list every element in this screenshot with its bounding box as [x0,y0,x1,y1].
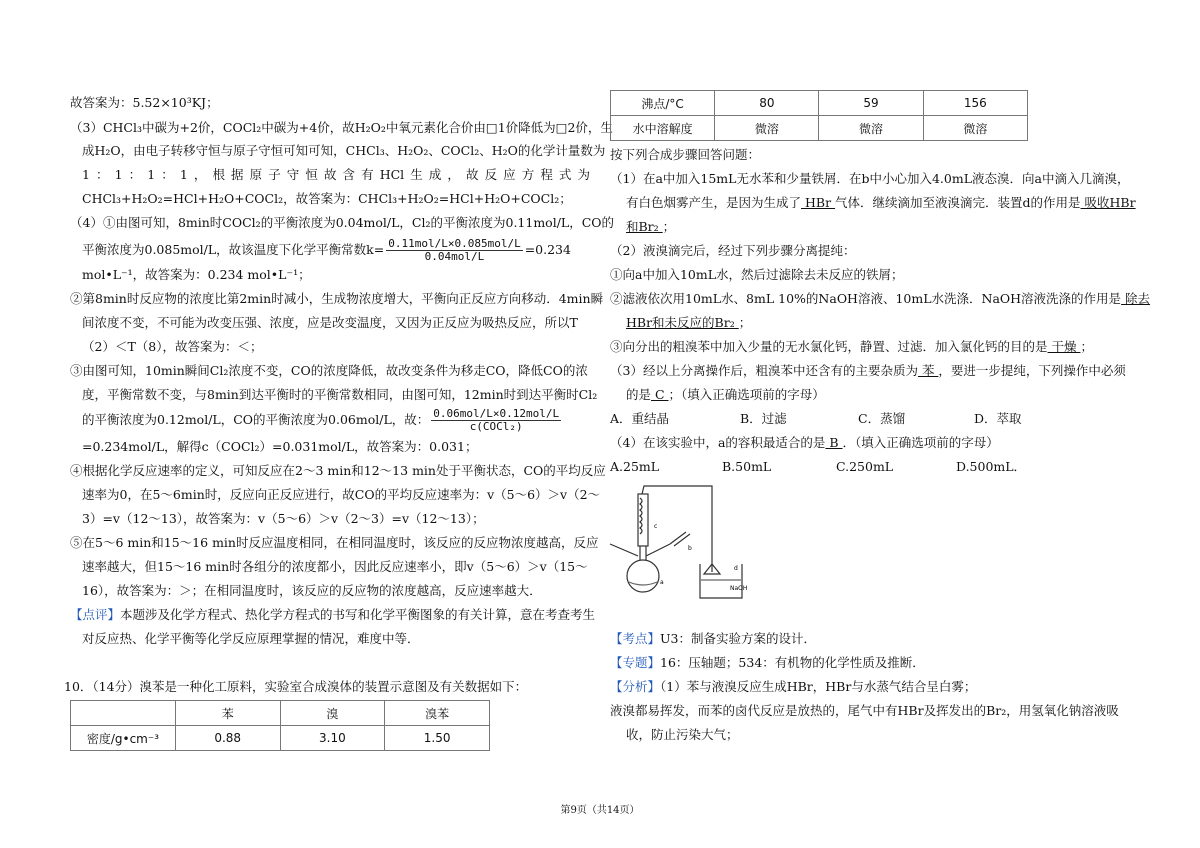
text-segment: 本题涉及化学方程式、热化学方程式的书写和化学平衡图象的有关计算，意在考查考生 [120,607,596,622]
text-segment: 的平衡浓度为0.12mol/L，CO的平衡浓度为0.06mol/L，故： [82,412,430,427]
text-line [610,434,999,452]
answer-blank: B [825,435,843,450]
label-d: d [734,565,738,572]
text-segment: 有白色烟雾产生，是因为生成了 [626,195,802,210]
text-line: 对反应热、化学平衡等化学反应原理掌握的情况，难度中等． [82,631,420,646]
condenser [638,494,648,546]
fraction-numerator: 0.06mol/L×0.12mol/L [433,407,560,420]
label-a: a [660,579,664,586]
table-cell [71,701,176,726]
text-segment: （3）经以上分离操作后，粗溴苯中还含有的主要杂质为 [610,363,918,378]
fraction [431,408,561,433]
table-row [611,116,1028,141]
table-cell: 溴苯 [385,701,490,726]
option-b: B．过滤 [740,411,787,426]
text-line: （4）①由图可知，8min时COCl₂的平衡浓度为0.04mol/L，Cl₂的平衡浓度为0.11mol/L，CO的 [70,215,615,230]
table-cell: 3.10 [280,726,385,751]
text-line: 度，平衡常数不变，与8min到达平衡时的平衡常数相同，由图可知，12min时到达平衡时Cl₂ [82,387,598,402]
text-segment: ； [738,315,752,330]
option-d: D．萃取 [974,411,1022,426]
text-line: 1：1：1：1，根据原子守恒故含有HCl生成，故反应方程式为 [82,167,590,182]
table-cell: 溴 [280,701,385,726]
tag-line [610,630,816,648]
tag-line [610,678,976,696]
text-segment: ； [662,219,676,234]
density-table [70,700,490,751]
answer-blank: HBr [801,195,836,210]
text-segment: （1）苯与液溴反应生成HBr，HBr与水蒸气结合呈白雾； [660,679,977,694]
label-c: c [654,523,658,530]
table-cell: 沸点/°C [611,91,715,116]
text-line: （1）在a中加入15mL无水苯和少量铁屑．在b中小心加入4.0mL液态溴．向a中滴入几滴溴， [610,171,1130,186]
text-line: ⑤在5～6 min和15～16 min时反应温度相同，在相同温度时，该反应的反应物浓度越高，反应 [70,535,599,550]
text-line: （2）液溴滴完后，经过下列步骤分离提纯： [610,243,856,258]
table-cell: 156 [923,91,1027,116]
equilibrium-constant-line [82,238,571,263]
tag-line [610,654,925,672]
text-line: 3）=v（12～13），故答案为：v（5～6）＞v（2～3）=v（12～13）； [82,511,485,526]
table-row [71,726,490,751]
text-line: ②第8min时反应物的浓度比第2min时减小，生成物浓度增大，平衡向正反应方向移动．4min瞬 [70,291,604,306]
label-naoh: NaOH [730,585,748,592]
text-line: CHCl₃+H₂O₂=HCl+H₂O+COCl₂，故答案为：CHCl₃+H₂O₂=HCl+H₂O+COCl₂； [82,191,572,206]
answer-blank: 和Br₂ [626,219,663,234]
text-line: 收，防止污染大气； [626,727,739,742]
fraction-denominator: 0.04mol/L [424,250,485,263]
text-line: ①向a中加入10mL水，然后过滤除去未反应的铁屑； [610,267,904,282]
text-line: （3）CHCl₃中碳为+2价，COCl₂中碳为+4价，故H₂O₂中氧元素化合价由□1价降低为□2价，生 [70,120,613,135]
table-cell: 密度/g•cm⁻³ [71,726,176,751]
comment-line [70,606,595,624]
table-cell: 微溶 [715,116,819,141]
text-segment: 平衡浓度为0.085mol/L，故该温度下化学平衡常数k= [82,242,385,257]
answer-blank: C [651,387,669,402]
text-line: 按下列合成步骤回答问题： [610,147,761,162]
table-cell: 微溶 [923,116,1027,141]
table-cell: 80 [715,91,819,116]
fraction-numerator: 0.11mol/L×0.085mol/L [388,237,521,250]
equilibrium-line-2 [82,408,563,433]
text-line: 液溴都易挥发，而苯的卤代反应是放热的，尾气中有HBr及挥发出的Br₂，用氢氧化钠溶液吸 [610,703,1119,718]
text-line: 速率越大，但15～16 min时各组分的浓度都小，因此反应速率小，即v（5～6）＞v（15～ [82,559,588,574]
text-segment: ②滤液依次用10mL水、8mL 10%的NaOH溶液、10mL水洗涤．NaOH溶液洗涤的作用是 [610,291,1122,306]
page-footer: 第9页（共14页） [560,805,640,816]
text-line [610,338,1093,356]
comment-tag: 【点评】 [70,607,121,622]
answer-blank: 干燥 [1047,339,1081,354]
fraction-denominator: c(COCl₂) [469,420,523,433]
text-line: 成H₂O，由电子转移守恒与原子守恒可知可知，CHCl₃、H₂O₂、COCl₂、H₂O的化学计量数为 [82,143,606,158]
answer-blank: 苯 [917,363,939,378]
text-segment: U3：制备实验方案的设计． [660,631,817,646]
table-row [71,701,490,726]
answer-blank: 吸收HBr [1080,195,1136,210]
text-line: 速率为0，在5～6min时，反应向正反应进行，故CO的平均反应速率为：v（5～6）＞v（2～ [82,487,601,502]
text-line: （2）＜T（8），故答案为：＜； [82,339,263,354]
knowledge-tag: 【考点】 [610,631,661,646]
topic-tag: 【专题】 [610,655,661,670]
text-line: 间浓度不变，不可能为改变压强、浓度，应是改变温度，又因为正反应为吸热反应，所以T [82,315,578,330]
text-segment: ③向分出的粗溴苯中加入少量的无水氯化钙，静置、过滤．加入氯化钙的目的是 [610,339,1048,354]
option-d: D.500mL． [956,459,1027,474]
text-segment: 的是 [626,387,652,402]
text-segment: 16：压轴题；534：有机物的化学性质及推断． [660,655,925,670]
text-segment: ； [1080,339,1093,354]
answer-blank: 除去 [1121,291,1151,306]
table-cell: 0.88 [175,726,280,751]
option-c: C.250mL [836,459,894,474]
apparatus-diagram [604,480,764,604]
text-line [610,362,1126,380]
option-a: A.25mL [610,459,660,474]
table-cell: 水中溶解度 [611,116,715,141]
gas-outlet-tube [642,486,712,572]
text-segment: ．（填入正确选项前的字母） [842,435,999,450]
fraction [386,238,522,263]
table-cell: 59 [819,91,923,116]
text-segment: （4）在该实验中，a的容积最适合的是 [610,435,826,450]
table-row [611,91,1028,116]
question-heading: 10．（14分）溴苯是一种化工原料，实验室合成溴体的装置示意图及有关数据如下： [64,679,528,694]
text-line: ③由图可知，10min瞬间Cl₂浓度不变，CO的浓度降低，故改变条件为移走CO，降低CO的浓 [70,363,588,378]
answer-blank: HBr和未反应的Br₂ [626,315,739,330]
table-cell: 苯 [175,701,280,726]
option-c: C．蒸馏 [858,411,906,426]
text-line: mol•L⁻¹，故答案为：0.234 mol•L⁻¹； [82,267,311,282]
analysis-tag: 【分析】 [610,679,661,694]
label-b: b [688,545,692,552]
text-line [610,290,1150,308]
text-segment: 气体．继续滴加至液溴滴完．装置d的作用是 [835,195,1081,210]
round-flask [627,560,659,592]
table-cell: 1.50 [385,726,490,751]
text-line [626,194,1136,212]
text-segment: ；（填入正确选项前的字母） [668,387,825,402]
table-cell: 微溶 [819,116,923,141]
text-line: ④根据化学反应速率的定义，可知反应在2～3 min和12～13 min处于平衡状态，CO的平均反应 [70,463,606,478]
text-segment: ，要进一步提纯，下列操作中必须 [938,363,1126,378]
text-line: 16），故答案为：＞；在相同温度时，该反应的反应物的浓度越高，反应速率越大． [82,583,542,598]
text-line: =0.234mol/L，解得c（COCl₂）=0.031mol/L，故答案为：0.031； [82,439,478,454]
text-segment: =0.234 [524,242,571,257]
text-line [626,218,675,236]
text-line [626,386,825,404]
option-b: B.50mL [722,459,772,474]
option-a: A．重结晶 [610,411,670,426]
text-line [626,314,751,332]
text-line: 故答案为：5.52×10³KJ； [70,95,219,110]
properties-table [610,90,1028,141]
